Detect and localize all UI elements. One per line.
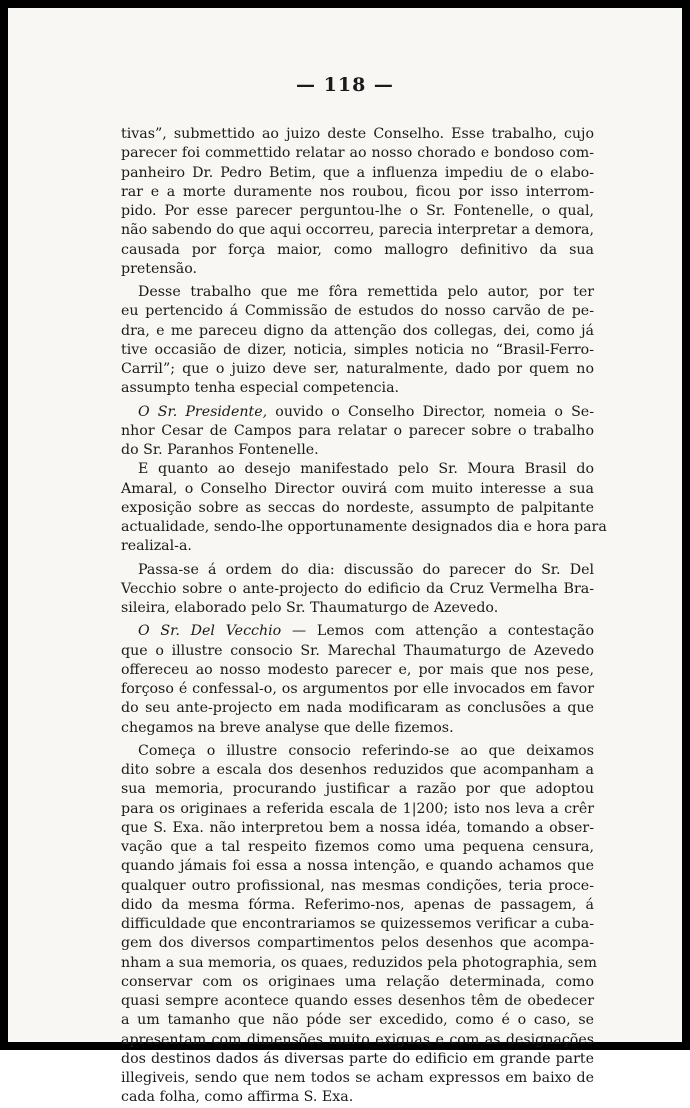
- text-fragment: ouvido o Conselho Director, nomeia o Se-: [267, 403, 594, 420]
- text-line: realizal-a.: [121, 538, 192, 555]
- text-line: pido. Por esse parecer perguntou-lhe o Sr. Fontenelle, o qual,: [121, 203, 594, 219]
- text-line: dra, e me pareceu digno da attenção dos collegas, dei, como já: [121, 322, 594, 339]
- speaker-name: O Sr. Presidente,: [138, 403, 268, 420]
- text-line: não sabendo do que aqui occorreu, parecia interpretar a demora,: [121, 222, 594, 239]
- text-line: nham a sua memoria, os quaes, reduzidos pela photographia, sem: [121, 954, 597, 971]
- paragraph-6: [121, 622, 594, 738]
- text-line: que o illustre consocio Sr. Marechal Thaumaturgo de Azevedo: [121, 642, 594, 659]
- text-line: dos destinos dados ás diversas parte do edificio em grande parte: [121, 1050, 594, 1067]
- text-line: sileira, elaborado pelo Sr. Thaumaturgo de Azevedo.: [121, 600, 499, 616]
- text-line: rar e a morte duramente nos roubou, ficou por isso interrom-: [121, 183, 594, 200]
- text-line: para os originaes a referida escala de 1|200; isto nos leva a crêr: [121, 800, 594, 817]
- document-body: [121, 125, 607, 1108]
- text-line: assumpto tenha especial competencia.: [121, 380, 400, 397]
- paragraph-4: [121, 460, 607, 556]
- text-line: dito sobre a escala dos desenhos reduzidos que acompanham a: [121, 762, 594, 778]
- text-line: exposição sobre as seccas do nordeste, assumpto de palpitante: [121, 499, 594, 516]
- text-line: que S. Exa. não interpretou bem a nossa idéa, tomando a obser-: [121, 819, 594, 836]
- text-line: tivas”, submettido ao juizo deste Conselho. Esse trabalho, cujo: [121, 126, 594, 142]
- text-line: nhor Cesar de Campos para relatar o parecer sobre o trabalho: [121, 422, 594, 439]
- text-fragment: — Lemos com attenção a contestação: [281, 623, 594, 640]
- text-line: apresentam com dimensões muito exiguas e com as designações: [121, 1031, 594, 1048]
- text-line: Vecchio sobre o ante-projecto do edificio da Cruz Vermelha Bra-: [121, 580, 594, 597]
- page-number: — 118 —: [296, 74, 394, 96]
- text-line: sua memoria, procurando justificar a razão por que adoptou: [121, 781, 594, 798]
- text-line: Desse trabalho que me fôra remettida pelo autor, por ter: [138, 284, 594, 300]
- text-line: gem dos diversos compartimentos pelos desenhos que acompa-: [121, 935, 594, 952]
- text-line: offereceu ao nosso modesto parecer e, por mais que nos pese,: [121, 661, 594, 678]
- text-line: difficuldade que encontrariamos se quizessemos verificar a cuba-: [121, 916, 594, 932]
- text-line: eu pertencido á Commissão de estudos do nosso carvão de pe-: [121, 303, 594, 320]
- text-line: vação que a tal respeito fizemos como uma pequena censura,: [121, 839, 594, 855]
- text-line: qualquer outro profissional, nas mesmas condições, teria proce-: [121, 877, 594, 894]
- speaker-name: O Sr. Del Vecchio: [138, 623, 282, 640]
- text-line: parecer foi commettido relatar ao nosso chorado e bondoso com-: [121, 145, 594, 162]
- text-line: cada folha, como affirma S. Exa.: [121, 1089, 354, 1106]
- text-line: quando jámais foi essa a nossa intenção, e quando achamos que: [121, 858, 594, 875]
- paragraph-5: [121, 561, 594, 619]
- text-line: quasi sempre acontece quando esses desenhos têm de obedecer: [121, 993, 594, 1009]
- text-line: tive occasião de dizer, noticia, simples noticia no “Brasil-Ferro-: [121, 341, 594, 358]
- text-line: E quanto ao desejo manifestado pelo Sr. Moura Brasil do: [138, 461, 594, 478]
- text-line: actualidade, sendo-lhe opportunamente designados dia e hora para: [121, 519, 607, 535]
- text-line: illegiveis, sendo que nem todos se acham expressos em baixo de: [121, 1070, 594, 1086]
- paragraph-3: [121, 403, 594, 461]
- paragraph-1: [121, 125, 594, 279]
- text-line: conservar com os originaes uma relação determinada, como: [121, 973, 594, 990]
- text-line: dido da mesma fórma. Referimo-nos, apenas de passagem, á: [121, 896, 594, 913]
- text-line: pretensão.: [121, 260, 198, 277]
- text-line: panheiro Dr. Pedro Betim, que a influenza impediu de o elabo-: [121, 164, 594, 181]
- text-line: do Sr. Paranhos Fontenelle.: [121, 442, 319, 458]
- text-line: forçoso é confessal-o, os argumentos por elle invocados em favor: [121, 681, 594, 697]
- text-line: Amaral, o Conselho Director ouvirá com muito interesse a sua: [121, 480, 594, 497]
- text-line: [121, 403, 594, 422]
- text-line: Começa o illustre consocio referindo-se ao que deixamos: [138, 742, 594, 759]
- text-line: a um tamanho que não póde ser excedido, como é o caso, se: [121, 1012, 594, 1029]
- text-line: [121, 622, 594, 641]
- text-line: Carril”; que o juizo deve ser, naturalmente, dado por quem no: [121, 361, 594, 377]
- paragraph-2: [121, 283, 594, 399]
- text-line: Passa-se á ordem do dia: discussão do parecer do Sr. Del: [138, 561, 594, 578]
- text-line: chegamos na breve analyse que delle fizemos.: [121, 719, 454, 736]
- text-line: causada por força maior, como mallogro definitivo da sua: [121, 241, 594, 258]
- paragraph-7: [121, 742, 597, 1108]
- text-line: do seu ante-projecto em nada modificaram as conclusões a que: [121, 700, 594, 717]
